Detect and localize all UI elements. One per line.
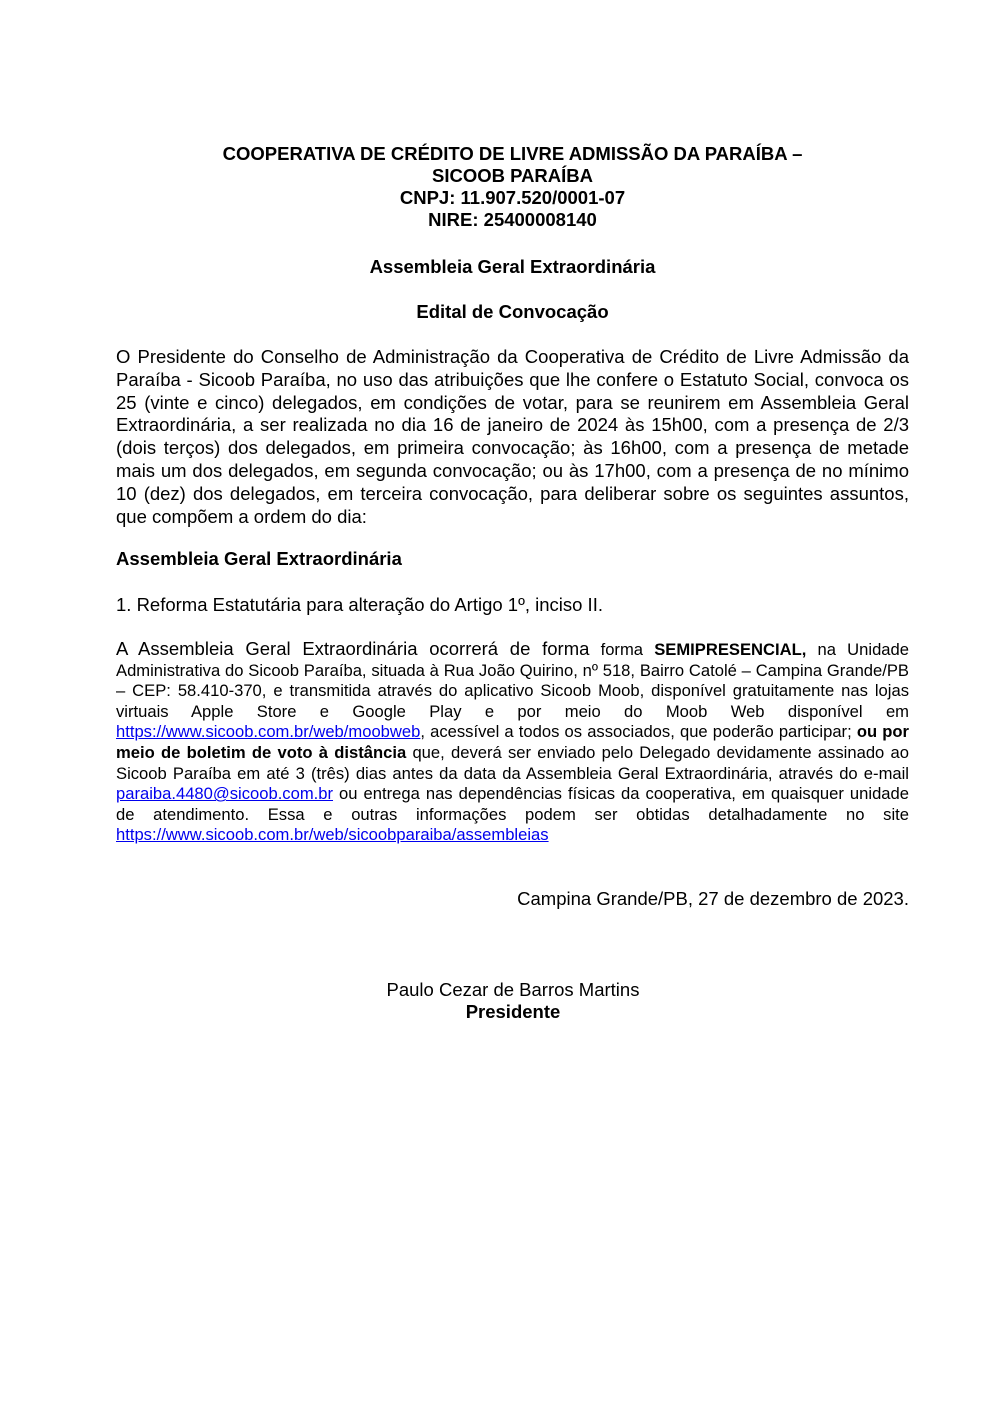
cnpj: CNPJ: 11.907.520/0001-07 xyxy=(399,187,626,208)
details-part1: na Unidade Administrativa do Sicoob Paraíba, situada à Rua João Quirino, nº 518, Bairro Catolé – Campina Grande/PB – CEP: 58.410-370, e transmitida através do aplicativo Sicoob Moob, disponível gratuitamente nas lojas virtuais Apple Store e Google Play e por meio do Moob Web disponível em xyxy=(116,640,909,721)
details-lead-small: forma xyxy=(589,640,655,659)
signatory-role: Presidente xyxy=(465,1001,561,1022)
cooperative-name-line2: SICOOB PARAÍBA xyxy=(431,165,594,186)
email-link[interactable]: paraiba.4480@sicoob.com.br xyxy=(116,784,334,804)
assembleias-link[interactable]: https://www.sicoob.com.br/web/sicoobparaiba/assembleias xyxy=(116,825,549,845)
semipresencial-label: SEMIPRESENCIAL, xyxy=(654,640,807,659)
signatory-name: Paulo Cezar de Barros Martins xyxy=(386,979,640,1000)
details-part3: que, deverá ser enviado pelo Delegado devidamente assinado ao Sicoob Paraíba em até 3 (três) dias antes da data da Assembleia Geral Extraordinária, através do e-mail xyxy=(116,742,909,783)
place-date: Campina Grande/PB, 27 de dezembro de 2023. xyxy=(517,888,909,909)
notice-title: Edital de Convocação xyxy=(416,301,609,322)
cooperative-name-line1: COOPERATIVA DE CRÉDITO DE LIVRE ADMISSÃO DA PARAÍBA – xyxy=(222,143,803,164)
details-lead: A Assembleia Geral Extraordinária ocorrerá de forma xyxy=(116,638,590,659)
remote-vote-label: ou por meio de boletim de voto à distância xyxy=(116,722,909,762)
details-part2: , acessível a todos os associados, que poderão participar; xyxy=(420,722,857,742)
meeting-title: Assembleia Geral Extraordinária xyxy=(369,256,656,277)
details-part4: ou entrega nas dependências físicas da cooperativa, em quaisquer unidade de atendimento. Essa e outras informações podem ser obtidas detalhadamente no site xyxy=(116,784,909,824)
nire: NIRE: 25400008140 xyxy=(428,209,597,230)
agenda-item: 1. Reforma Estatutária para alteração do Artigo 1º, inciso II. xyxy=(116,594,603,615)
document-header xyxy=(116,143,909,231)
moobweb-link[interactable]: https://www.sicoob.com.br/web/moobweb xyxy=(116,722,421,742)
intro-paragraph: O Presidente do Conselho de Administração da Cooperativa de Crédito de Livre Admissão da Paraíba - Sicoob Paraíba, no uso das atribuições que lhe confere o Estatuto Social, convoca os 25 (vinte e cinco) delegados, em condições de votar, para se reunirem em Assembleia Geral Extraordinária, a ser realizada no dia 16 de janeiro de 2024 às 15h00, com a presença de 2/3 (dois terços) dos delegados, em primeira convocação; às 16h00, com a presença de metade mais um dos delegados, em segunda convocação; ou às 17h00, com a presença de no mínimo 10 (dez) dos delegados, em terceira convocação, para deliberar sobre os seguintes assuntos, que compõem a ordem do dia: xyxy=(116,346,909,527)
signature-block xyxy=(378,979,648,1023)
agenda-section-title: Assembleia Geral Extraordinária xyxy=(116,548,402,569)
details-paragraph xyxy=(116,639,909,846)
